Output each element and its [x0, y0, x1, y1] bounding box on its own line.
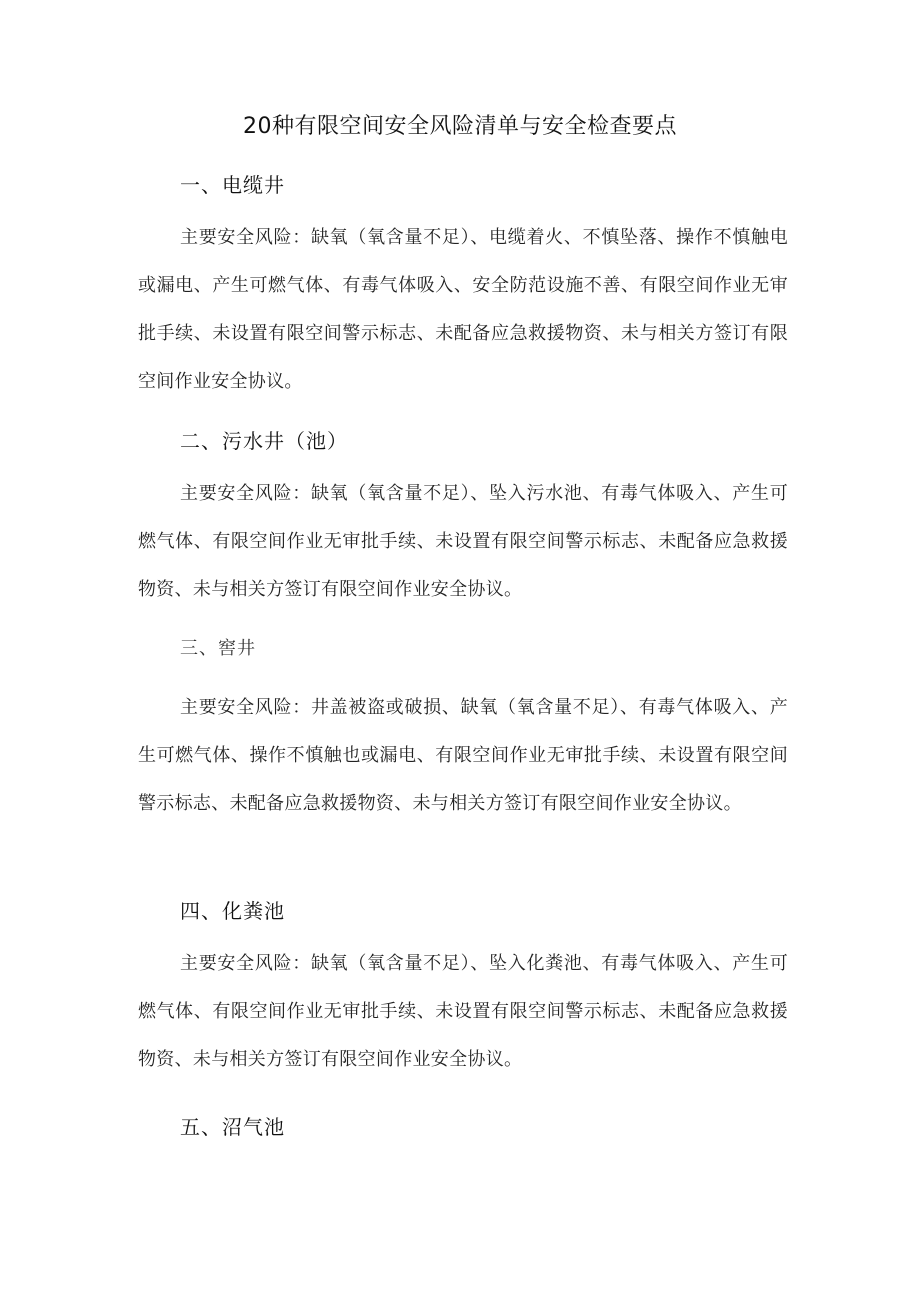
section-body-septic-tank: 主要安全风险：缺氧（氧含量不足）、坠入化粪池、有毒气体吸入、产生可燃气体、有限空间作业无审批手续、未设置有限空间警示标志、未配备应急救援物资、未与相关方签订有限空间作业安全协议。	[138, 953, 788, 1070]
section-body-manhole: 主要安全风险：井盖被盗或破损、缺氧（氧含量不足）、有毒气体吸入、产生可燃气体、操作不慎触也或漏电、有限空间作业无审批手续、未设置有限空间警示标志、未配备应急救援物资、未与相关方签订有限空间作业安全协议。	[138, 697, 788, 814]
section-heading-cable-well: 一、电缆井	[180, 173, 285, 197]
section-heading-sewage-well: 二、污水井（池）	[180, 429, 348, 453]
section-heading-septic-tank: 四、化粪池	[180, 899, 285, 923]
section-body-sewage-well: 主要安全风险：缺氧（氧含量不足）、坠入污水池、有毒气体吸入、产生可燃气体、有限空间作业无审批手续、未设置有限空间警示标志、未配备应急救援物资、未与相关方签订有限空间作业安全协议。	[138, 483, 788, 600]
section-heading-biogas-tank: 五、沼气池	[180, 1115, 285, 1139]
document-title: 20种有限空间安全风险清单与安全检查要点	[243, 114, 677, 139]
section-heading-manhole: 三、窖井	[180, 638, 256, 659]
section-body-cable-well: 主要安全风险：缺氧（氧含量不足）、电缆着火、不慎坠落、操作不慎触电或漏电、产生可燃气体、有毒气体吸入、安全防范设施不善、有限空间作业无审批手续、未设置有限空间警示标志、未配备应急救援物资、未与相关方签订有限空间作业安全协议。	[138, 227, 788, 392]
